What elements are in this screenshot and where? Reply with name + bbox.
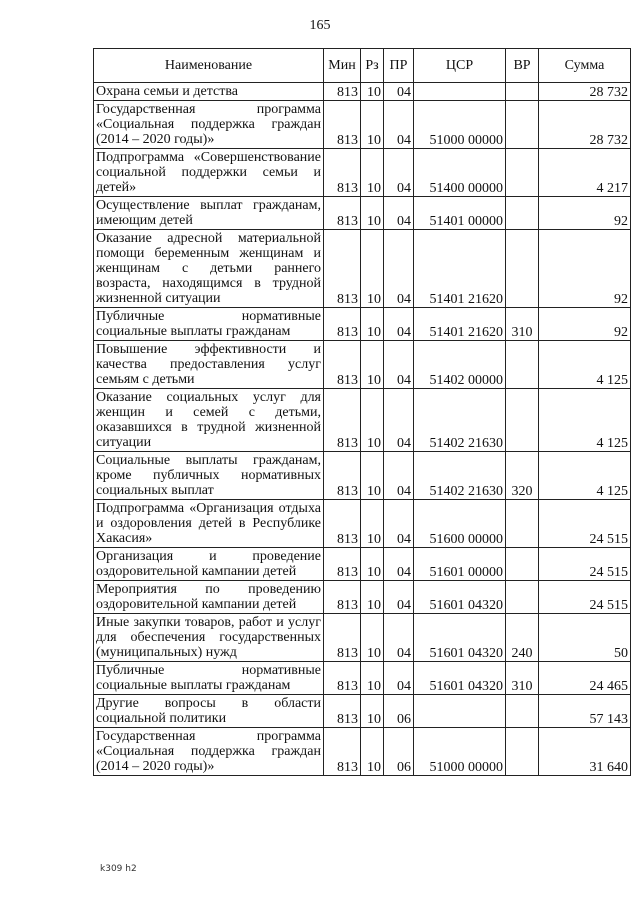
cell-name: Социальные выплаты гражданам, кроме публичных нормативных социальных выплат xyxy=(94,452,324,500)
table-header-row xyxy=(94,49,631,83)
cell-csr xyxy=(414,83,506,101)
cell-sum: 24 515 xyxy=(539,581,631,614)
cell-rz: 10 xyxy=(361,581,384,614)
cell-rz: 10 xyxy=(361,548,384,581)
table-row xyxy=(94,728,631,776)
cell-rz: 10 xyxy=(361,614,384,662)
cell-min: 813 xyxy=(324,452,361,500)
cell-vr xyxy=(506,389,539,452)
header-csr: ЦСР xyxy=(414,49,506,83)
cell-pr: 04 xyxy=(384,614,414,662)
cell-csr: 51401 00000 xyxy=(414,197,506,230)
cell-rz: 10 xyxy=(361,500,384,548)
cell-csr: 51401 21620 xyxy=(414,230,506,308)
cell-name: Публичные нормативные социальные выплаты гражданам xyxy=(94,308,324,341)
cell-sum: 57 143 xyxy=(539,695,631,728)
cell-vr xyxy=(506,230,539,308)
table-row xyxy=(94,500,631,548)
cell-csr: 51600 00000 xyxy=(414,500,506,548)
cell-csr: 51601 04320 xyxy=(414,662,506,695)
cell-name: Государственная программа «Социальная поддержка граждан (2014 – 2020 годы)» xyxy=(94,101,324,149)
cell-vr xyxy=(506,581,539,614)
cell-name: Иные закупки товаров, работ и услуг для обеспечения государственных (муниципальных) нужд xyxy=(94,614,324,662)
cell-min: 813 xyxy=(324,500,361,548)
cell-rz: 10 xyxy=(361,230,384,308)
cell-pr: 04 xyxy=(384,581,414,614)
page-number: 165 xyxy=(309,18,331,33)
cell-csr: 51000 00000 xyxy=(414,101,506,149)
cell-min: 813 xyxy=(324,662,361,695)
cell-rz: 10 xyxy=(361,341,384,389)
cell-pr: 04 xyxy=(384,662,414,695)
cell-rz: 10 xyxy=(361,101,384,149)
cell-sum: 4 217 xyxy=(539,149,631,197)
cell-min: 813 xyxy=(324,149,361,197)
cell-csr: 51601 04320 xyxy=(414,581,506,614)
cell-name: Организация и проведение оздоровительной кампании детей xyxy=(94,548,324,581)
cell-vr xyxy=(506,500,539,548)
cell-min: 813 xyxy=(324,695,361,728)
header-pr: ПР xyxy=(384,49,414,83)
cell-pr: 04 xyxy=(384,389,414,452)
cell-name: Оказание социальных услуг для женщин и семей с детьми, оказавшихся в трудной жизненной ситуации xyxy=(94,389,324,452)
cell-sum: 92 xyxy=(539,230,631,308)
cell-min: 813 xyxy=(324,581,361,614)
table-row xyxy=(94,662,631,695)
table-row xyxy=(94,83,631,101)
cell-name: Подпрограмма «Организация отдыха и оздоровления детей в Республике Хакасия» xyxy=(94,500,324,548)
cell-sum: 31 640 xyxy=(539,728,631,776)
cell-rz: 10 xyxy=(361,728,384,776)
cell-vr xyxy=(506,83,539,101)
cell-vr: 310 xyxy=(506,662,539,695)
cell-min: 813 xyxy=(324,389,361,452)
cell-name: Осуществление выплат гражданам, имеющим детей xyxy=(94,197,324,230)
table-row xyxy=(94,548,631,581)
table-row xyxy=(94,695,631,728)
cell-min: 813 xyxy=(324,197,361,230)
cell-rz: 10 xyxy=(361,197,384,230)
table-row xyxy=(94,149,631,197)
cell-csr: 51402 21630 xyxy=(414,389,506,452)
cell-pr: 04 xyxy=(384,101,414,149)
cell-vr xyxy=(506,197,539,230)
cell-min: 813 xyxy=(324,728,361,776)
cell-pr: 04 xyxy=(384,230,414,308)
table-row xyxy=(94,614,631,662)
cell-csr: 51601 00000 xyxy=(414,548,506,581)
cell-rz: 10 xyxy=(361,149,384,197)
cell-pr: 06 xyxy=(384,695,414,728)
cell-min: 813 xyxy=(324,341,361,389)
cell-pr: 04 xyxy=(384,197,414,230)
cell-pr: 04 xyxy=(384,500,414,548)
cell-sum: 28 732 xyxy=(539,101,631,149)
table-row xyxy=(94,197,631,230)
cell-pr: 06 xyxy=(384,728,414,776)
cell-rz: 10 xyxy=(361,695,384,728)
cell-vr: 240 xyxy=(506,614,539,662)
cell-name: Подпрограмма «Совершенствование социальной поддержки семьи и детей» xyxy=(94,149,324,197)
cell-sum: 4 125 xyxy=(539,452,631,500)
cell-rz: 10 xyxy=(361,452,384,500)
cell-name: Государственная программа «Социальная поддержка граждан (2014 – 2020 годы)» xyxy=(94,728,324,776)
cell-rz: 10 xyxy=(361,83,384,101)
cell-csr: 51000 00000 xyxy=(414,728,506,776)
table-row xyxy=(94,101,631,149)
cell-vr xyxy=(506,341,539,389)
cell-pr: 04 xyxy=(384,452,414,500)
cell-csr: 51401 21620 xyxy=(414,308,506,341)
cell-name: Оказание адресной материальной помощи беременным женщинам и женщинам с детьми раннего возраста, находящимся в трудной жизненной ситуации xyxy=(94,230,324,308)
cell-min: 813 xyxy=(324,308,361,341)
cell-sum: 92 xyxy=(539,197,631,230)
header-min: Мин xyxy=(324,49,361,83)
cell-pr: 04 xyxy=(384,341,414,389)
header-rz: Рз xyxy=(361,49,384,83)
cell-name: Мероприятия по проведению оздоровительной кампании детей xyxy=(94,581,324,614)
footer-code: k309 h2 xyxy=(100,864,137,874)
cell-vr: 310 xyxy=(506,308,539,341)
cell-rz: 10 xyxy=(361,308,384,341)
table-row xyxy=(94,581,631,614)
table-row xyxy=(94,452,631,500)
table-row xyxy=(94,230,631,308)
cell-sum: 24 515 xyxy=(539,548,631,581)
cell-vr xyxy=(506,149,539,197)
header-sum: Сумма xyxy=(539,49,631,83)
table-row xyxy=(94,341,631,389)
cell-name: Охрана семьи и детства xyxy=(94,83,324,101)
cell-name: Повышение эффективности и качества предоставления услуг семьям с детьми xyxy=(94,341,324,389)
cell-vr xyxy=(506,101,539,149)
cell-name: Публичные нормативные социальные выплаты гражданам xyxy=(94,662,324,695)
cell-min: 813 xyxy=(324,548,361,581)
header-name: Наименование xyxy=(94,49,324,83)
cell-min: 813 xyxy=(324,230,361,308)
table-row xyxy=(94,389,631,452)
cell-sum: 50 xyxy=(539,614,631,662)
cell-pr: 04 xyxy=(384,308,414,341)
cell-csr: 51400 00000 xyxy=(414,149,506,197)
cell-sum: 24 515 xyxy=(539,500,631,548)
cell-min: 813 xyxy=(324,83,361,101)
cell-csr: 51402 21630 xyxy=(414,452,506,500)
cell-sum: 92 xyxy=(539,308,631,341)
cell-vr xyxy=(506,728,539,776)
cell-rz: 10 xyxy=(361,389,384,452)
cell-rz: 10 xyxy=(361,662,384,695)
cell-sum: 4 125 xyxy=(539,389,631,452)
cell-min: 813 xyxy=(324,614,361,662)
cell-min: 813 xyxy=(324,101,361,149)
cell-vr xyxy=(506,548,539,581)
cell-name: Другие вопросы в области социальной политики xyxy=(94,695,324,728)
cell-pr: 04 xyxy=(384,149,414,197)
table-row xyxy=(94,308,631,341)
cell-csr xyxy=(414,695,506,728)
header-vr: ВР xyxy=(506,49,539,83)
cell-csr: 51601 04320 xyxy=(414,614,506,662)
cell-pr: 04 xyxy=(384,83,414,101)
cell-pr: 04 xyxy=(384,548,414,581)
cell-vr: 320 xyxy=(506,452,539,500)
cell-csr: 51402 00000 xyxy=(414,341,506,389)
cell-vr xyxy=(506,695,539,728)
cell-sum: 24 465 xyxy=(539,662,631,695)
budget-table xyxy=(93,48,631,776)
cell-sum: 28 732 xyxy=(539,83,631,101)
cell-sum: 4 125 xyxy=(539,341,631,389)
